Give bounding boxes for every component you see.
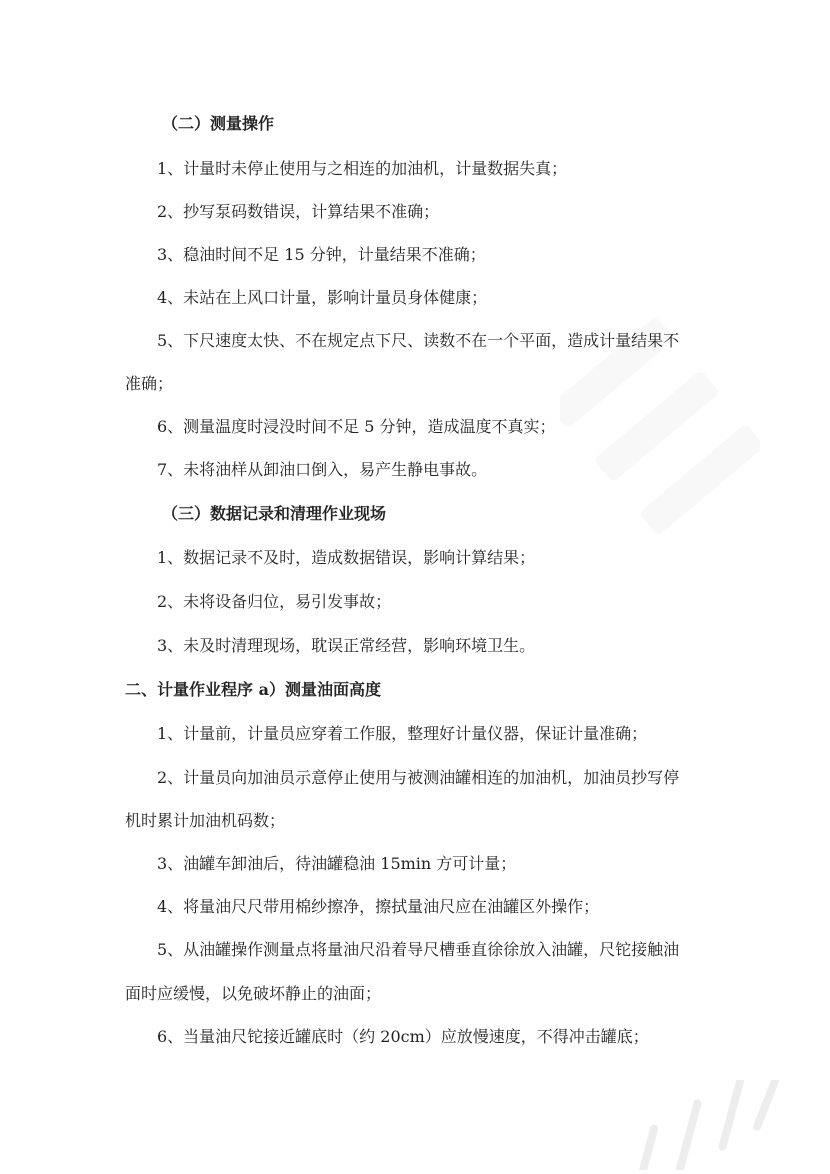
paragraph: 6、测量温度时浸没时间不足 5 分钟，造成温度不真实； [157,417,556,436]
paragraph: 7、未将油样从卸油口倒入，易产生静电事故。 [157,460,488,479]
paragraph: 1、计量前，计量员应穿着工作服，整理好计量仪器，保证计量准确； [157,724,648,743]
paragraph: 5、下尺速度太快、不在规定点下尺、读数不在一个平面，造成计量结果不 [157,331,680,350]
paragraph: 2、计量员向加油员示意停止使用与被测油罐相连的加油机，加油员抄写停 [157,768,680,787]
subheading-measurement-operation: （二）测量操作 [162,114,275,133]
paragraph: 3、油罐车卸油后，待油罐稳油 15min 方可计量； [157,854,517,873]
paragraph: 3、未及时清理现场，耽误正常经营，影响环境卫生。 [157,636,536,655]
paragraph: 5、从油罐操作测量点将量油尺沿着导尺槽垂直徐徐放入油罐，尺铊接触油 [157,940,680,959]
section-heading: 二、计量作业程序 a）测量油面高度 [125,680,381,699]
paragraph: 6、当量油尺铊接近罐底时（约 20cm）应放慢速度，不得冲击罐底； [157,1027,649,1046]
paragraph: 3、稳油时间不足 15 分钟，计量结果不准确； [157,245,486,264]
paragraph-continuation: 准确； [125,374,174,393]
paragraph: 2、未将设备归位，易引发事故； [157,592,392,611]
paragraph-continuation: 面时应缓慢，以免破坏静止的油面； [125,984,382,1003]
paragraph: 4、将量油尺尺带用棉纱擦净，擦拭量油尺应在油罐区外操作； [157,897,600,916]
subheading-data-record: （三）数据记录和清理作业现场 [162,504,387,523]
paragraph: 1、数据记录不及时，造成数据错误，影响计算结果； [157,548,536,567]
paragraph: 1、计量时未停止使用与之相连的加油机，计量数据失真； [157,159,568,178]
paragraph: 2、抄写泵码数错误，计算结果不准确； [157,202,440,221]
paragraph-continuation: 机时累计加油机码数； [125,811,286,830]
paragraph: 4、未站在上风口计量，影响计量员身体健康； [157,288,488,307]
watermark-logo [600,1080,820,1170]
